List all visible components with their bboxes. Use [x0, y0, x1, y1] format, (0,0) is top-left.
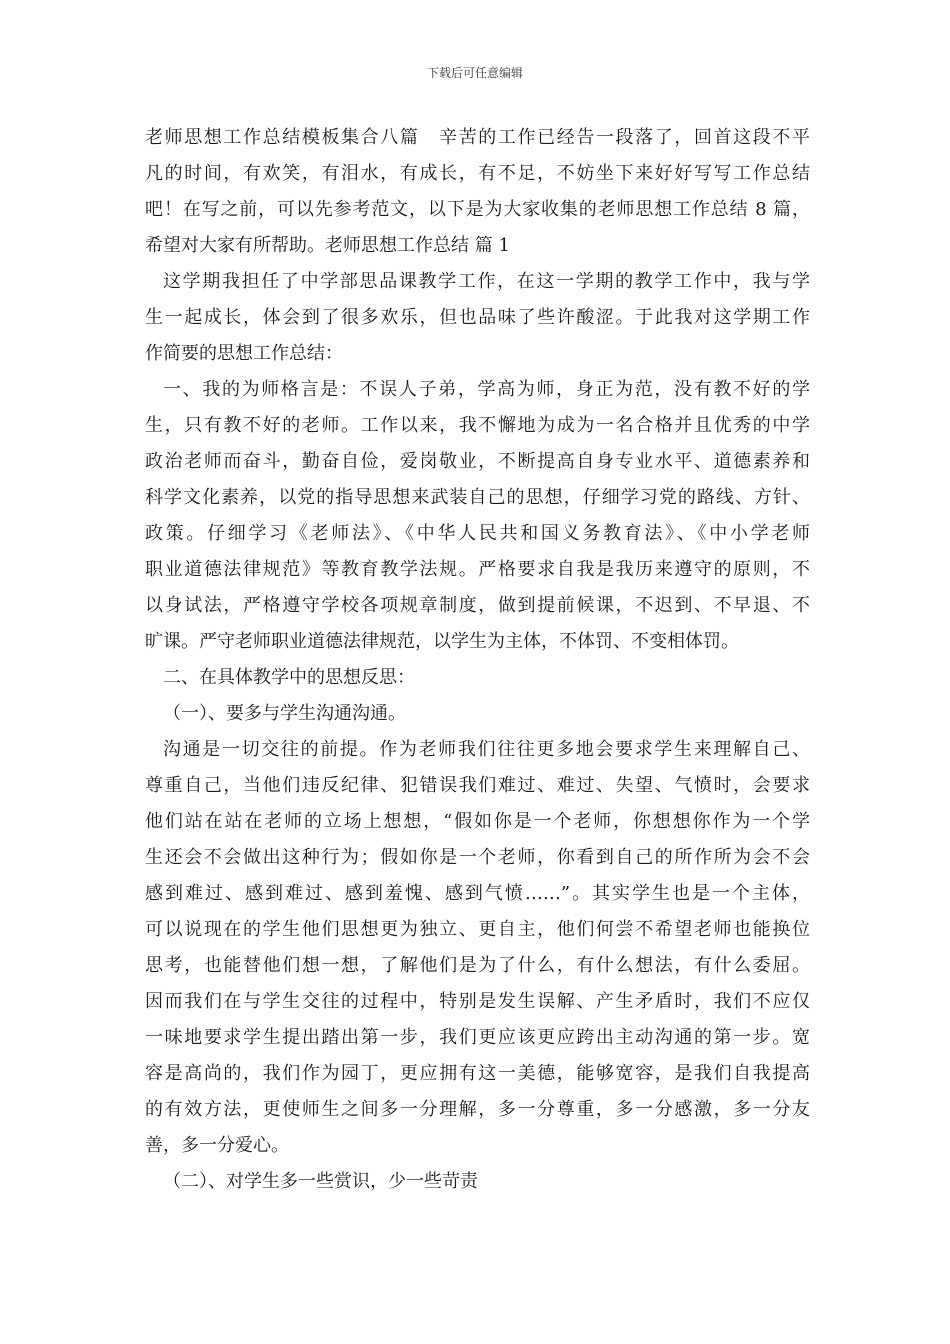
text-line: 以身试法，严格遵守学校各项规章制度，做到提前候课，不迟到、不早退、不 [145, 595, 810, 616]
text-line: 这学期我担任了中学部思品课教学工作，在这一学期的教学工作中，我与学 [163, 271, 810, 292]
text-line: 政策。仔细学习《老师法》、《中华人民共和国义务教育法》、《中小学老师 [145, 523, 810, 544]
text-line: 一味地要求学生提出踏出第一步，我们更应该更应跨出主动沟通的第一步。宽 [145, 1027, 810, 1048]
text-line: 职业道德法律规范》等教育教学法规。严格要求自我是我历来遵守的原则，不 [145, 559, 810, 580]
text-line: 生还会不会做出这种行为；假如你是一个老师，你看到自己的所作所为会不会 [145, 847, 810, 868]
text-line: 希望对大家有所帮助。老师思想工作总结 篇 1 [145, 235, 510, 256]
text-line: 政治老师而奋斗，勤奋自俭，爱岗敬业，不断提高自身专业水平、道德素养和 [145, 451, 810, 472]
document-body [145, 120, 810, 1200]
text-line: 容是高尚的，我们作为园丁，更应拥有这一美德，能够宽容，是我们自我提高 [145, 1063, 810, 1084]
text-line: 旷课。严守老师职业道德法律规范，以学生为主体，不体罚、不变相体罚。 [145, 631, 739, 652]
text-line: 他们站在站在老师的立场上想想，“假如你是一个老师，你想想你作为一个学 [145, 811, 810, 832]
text-line: 科学文化素养，以党的指导思想来武装自己的思想，仔细学习党的路线、方针、 [145, 487, 810, 508]
text-line: 善，多一分爱心。 [145, 1135, 289, 1156]
text-line: 吧！在写之前，可以先参考范文，以下是为大家收集的老师思想工作总结 8 篇， [145, 199, 810, 220]
text-line: 一、我的为师格言是：不误人子弟，学高为师，身正为范，没有教不好的学 [163, 379, 810, 400]
section-heading: 二、在具体教学中的思想反思： [163, 667, 415, 688]
text-line: 生一起成长，体会到了很多欢乐，但也品味了些许酸涩。于此我对这学期工作 [145, 307, 810, 328]
text-line: 思考，也能替他们想一想，了解他们是为了什么，有什么想法，有什么委屈。 [145, 955, 810, 976]
subsection-heading: （二）、对学生多一些赏识，少一些苛责 [163, 1171, 478, 1192]
subsection-heading: （一）、要多与学生沟通沟通。 [163, 703, 406, 724]
page-header: 下载后可任意编辑 [426, 66, 523, 80]
text-line: 老师思想工作总结模板集合八篇 辛苦的工作已经告一段落了，回首这段不平 [145, 127, 810, 148]
text-line: 因而我们在与学生交往的过程中，特别是发生误解、产生矛盾时，我们不应仅 [145, 991, 810, 1012]
text-line: 作简要的思想工作总结： [145, 343, 343, 364]
text-line: 的有效方法，更使师生之间多一分理解，多一分尊重，多一分感激，多一分友 [145, 1099, 810, 1120]
text-line: 沟通是一切交往的前提。作为老师我们往往更多地会要求学生来理解自己、 [163, 739, 810, 760]
text-line: 凡的时间，有欢笑，有泪水，有成长，有不足，不妨坐下来好好写写工作总结 [145, 163, 810, 184]
text-line: 尊重自己，当他们违反纪律、犯错误我们难过、难过、失望、气愤时，会要求 [145, 775, 810, 796]
text-line: 生，只有教不好的老师。工作以来，我不懈地为成为一名合格并且优秀的中学 [145, 415, 810, 436]
text-line: 可以说现在的学生他们思想更为独立、更自主，他们何尝不希望老师也能换位 [145, 919, 810, 940]
text-line: 感到难过、感到难过、感到羞愧、感到气愤……”。其实学生也是一个主体， [145, 883, 810, 904]
